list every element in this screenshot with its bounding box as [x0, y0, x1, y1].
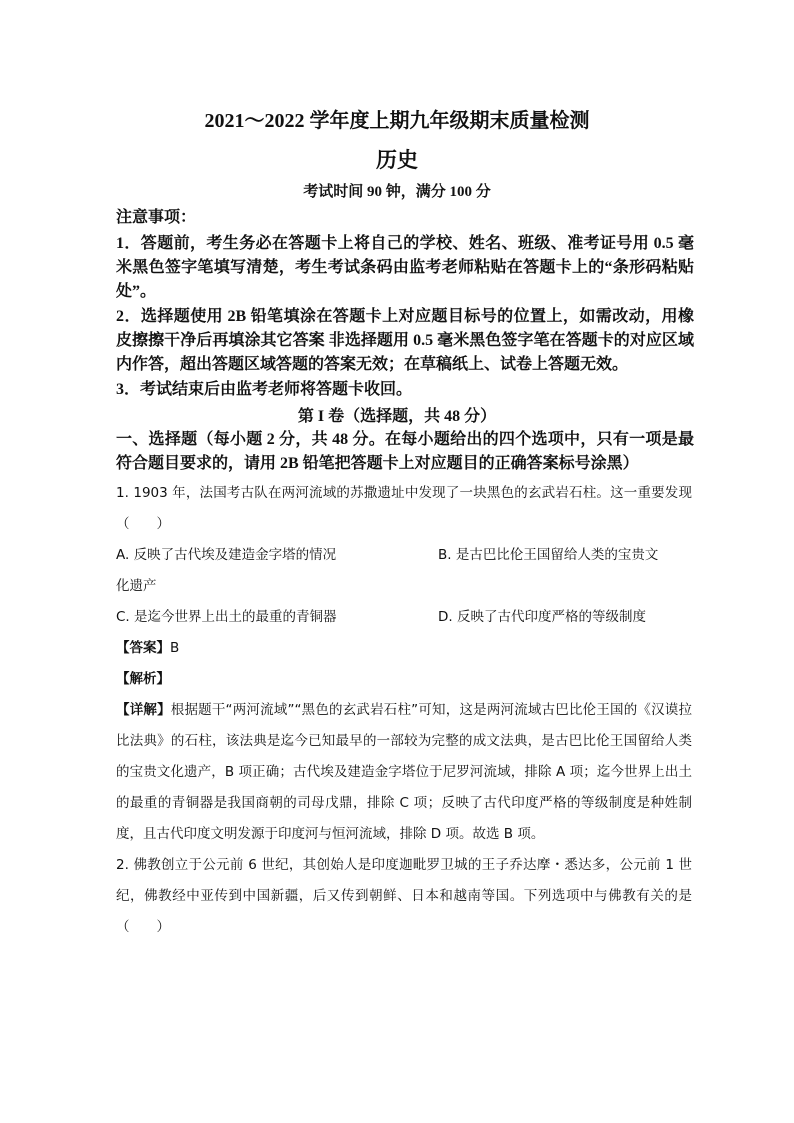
exam-title: 2021～2022 学年度上期九年级期末质量检测: [204, 110, 590, 132]
exam-info: 考试时间 90 钟，满分 100 分: [303, 184, 491, 200]
question-1-options-row-1: [116, 540, 692, 571]
subject-title: 历史: [376, 148, 418, 172]
note-item-1: 1．答题前，考生务必在答题卡上将自己的学校、姓名、班级、准考证号用 0.5 毫米黑色签字笔填写清楚，考生考试条码由监考老师粘贴在答题卡上的“条形码粘贴处”。: [116, 235, 694, 300]
option-b: B. 是古巴比伦王国留给人类的宝贵文: [438, 547, 659, 563]
notes-heading: 注意事项：: [116, 209, 197, 226]
question-1-options-row-2: [116, 602, 692, 633]
answer-label: 【答案】: [116, 640, 170, 656]
detail-text: 根据题干“两河流域”“黑色的玄武岩石柱”可知，这是两河流域古巴比伦王国的《汉谟拉比法典》的石柱，该法典是迄今已知最早的一部较为完整的成文法典，是古巴比伦王国留给人类的宝贵文化遗产，B 项正确；古代埃及建造金字塔位于尼罗河流域，排除 A 项；迄今世界上出土的最重的青铜器是我国商朝的司母戊鼎，排除 C 项；反映了古代印度严格的等级制度是种姓制度，且古代印度文明发源于印度河与恒河流域，排除 D 项。故选 B 项。: [116, 702, 692, 842]
detail-paragraph: [116, 695, 692, 850]
option-a: A. 反映了古代埃及建造金字塔的情况: [116, 547, 337, 563]
option-c: C. 是迄今世界上出土的最重的青铜器: [116, 609, 337, 625]
answer-line: [116, 633, 692, 664]
note-item-2: 2．选择题使用 2B 铅笔填涂在答题卡上对应题目标号的位置上，如需改动，用橡皮擦擦干净后再填涂其它答案 非选择题用 0.5 毫米黑色签字笔在答题卡的对应区域内作答，超出答题区域答题的答案无效；在草稿纸上、试卷上答题无效。: [116, 308, 694, 373]
option-b-continued: 化遗产: [116, 578, 157, 594]
question-2-stem: 2. 佛教创立于公元前 6 世纪，其创始人是印度迦毗罗卫城的王子乔达摩・悉达多，公元前 1 世纪，佛教经中亚传到中国新疆，后又传到朝鲜、日本和越南等国。下列选项中与佛教有关的是（ ）: [116, 857, 692, 935]
part-title: 第 I 卷（选择题，共 48 分）: [297, 408, 497, 425]
analysis-label: 【解析】: [116, 671, 170, 687]
note-item-3: 3．考试结束后由监考老师将答题卡收回。: [116, 381, 413, 398]
question-1-stem: 1. 1903 年，法国考古队在两河流域的苏撒遗址中发现了一块黑色的玄武岩石柱。这一重要发现（ ）: [116, 485, 692, 532]
option-d: D. 反映了古代印度严格的等级制度: [438, 609, 646, 625]
section-instructions: 一、选择题（每小题 2 分，共 48 分。在每小题给出的四个选项中，只有一项是最符合题目要求的，请用 2B 铅笔把答题卡上对应题目的正确答案标号涂黑）: [116, 431, 694, 472]
detail-label: 【详解】: [116, 702, 171, 718]
analysis-line: [116, 664, 692, 695]
answer-value: B: [170, 640, 180, 656]
